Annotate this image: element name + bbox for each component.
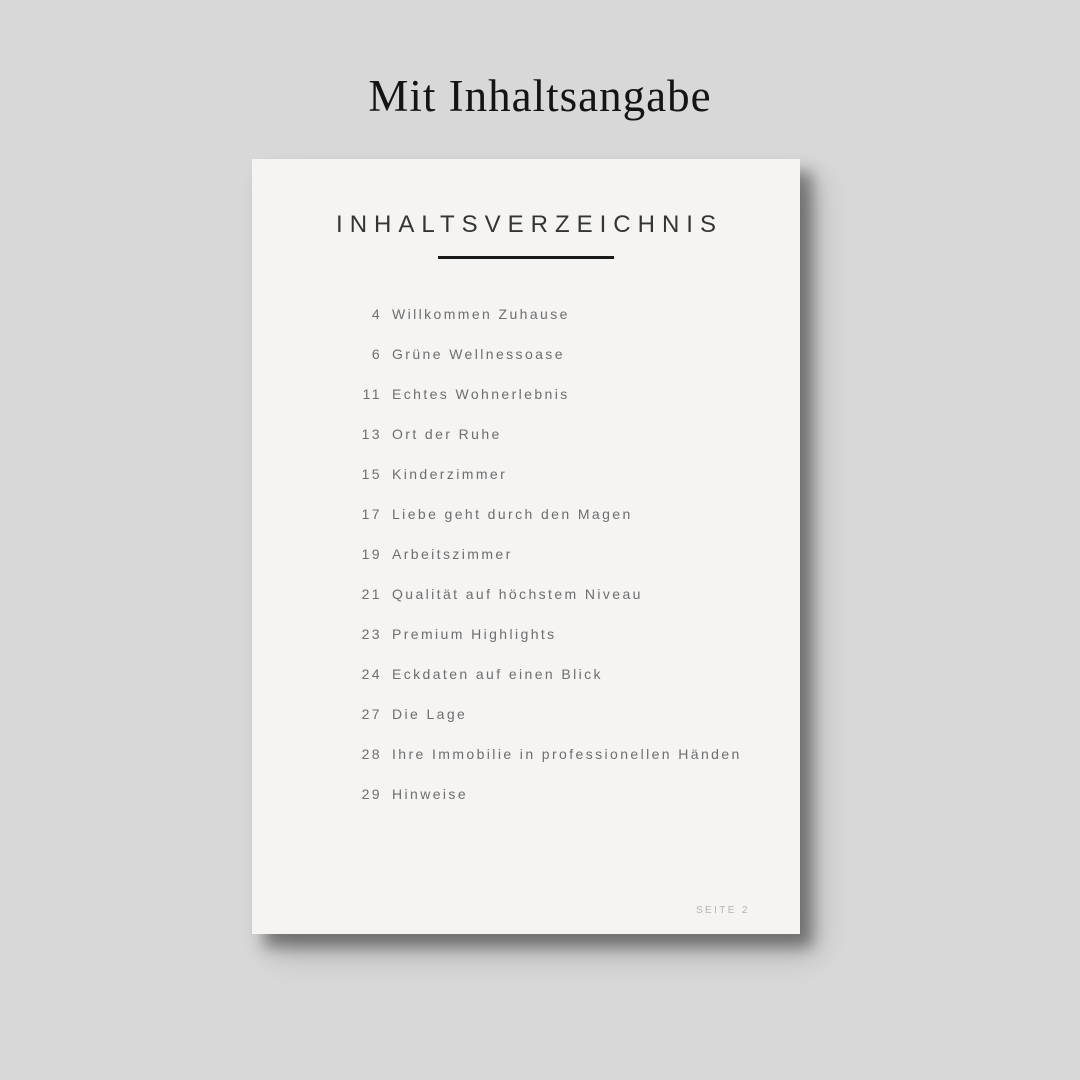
toc-page-number: 6: [371, 346, 382, 362]
toc-row: [336, 454, 800, 494]
toc-row: [336, 774, 800, 814]
toc-entry-title: Qualität auf höchstem Niveau: [392, 586, 643, 602]
toc-entry-title: Ihre Immobilie in professionellen Händen: [392, 746, 742, 762]
toc-page-number: 11: [362, 386, 382, 402]
toc-entry-title: Ort der Ruhe: [392, 426, 502, 442]
toc-page-number: 13: [361, 426, 382, 442]
toc-row: [336, 614, 800, 654]
toc-entry-title: Echtes Wohnerlebnis: [392, 386, 570, 402]
toc-page-number: 24: [361, 666, 382, 682]
toc-list: [252, 294, 800, 814]
toc-entry-title: Grüne Wellnessoase: [392, 346, 565, 362]
toc-page-number: 23: [361, 626, 382, 642]
toc-row: [336, 534, 800, 574]
document-page: [252, 159, 800, 934]
page-number-footer: SEITE 2: [695, 905, 750, 916]
toc-row: [336, 334, 800, 374]
heading-divider: [438, 256, 614, 259]
toc-page-number: 21: [361, 586, 382, 602]
toc-page-number: 27: [361, 706, 382, 722]
toc-row: [336, 574, 800, 614]
toc-entry-title: Kinderzimmer: [392, 466, 508, 482]
toc-row: [336, 734, 800, 774]
toc-row: [336, 414, 800, 454]
toc-entry-title: Arbeitszimmer: [392, 546, 513, 562]
toc-page-number: 17: [361, 506, 382, 522]
toc-entry-title: Premium Highlights: [392, 626, 557, 642]
toc-page-number: 19: [361, 546, 382, 562]
toc-row: [336, 294, 800, 334]
toc-entry-title: Die Lage: [392, 706, 468, 722]
toc-page-number: 4: [371, 306, 382, 322]
toc-row: [336, 654, 800, 694]
toc-row: [336, 694, 800, 734]
toc-entry-title: Hinweise: [392, 786, 468, 802]
toc-row: [336, 374, 800, 414]
image-caption: Mit Inhaltsangabe: [368, 71, 712, 121]
toc-entry-title: Liebe geht durch den Magen: [392, 506, 633, 522]
toc-page-number: 29: [361, 786, 382, 802]
toc-entry-title: Eckdaten auf einen Blick: [392, 666, 603, 682]
toc-row: [336, 494, 800, 534]
toc-entry-title: Willkommen Zuhause: [392, 306, 570, 322]
toc-page-number: 15: [361, 466, 382, 482]
toc-page-number: 28: [361, 746, 382, 762]
toc-heading: INHALTSVERZEICHNIS: [336, 211, 723, 238]
